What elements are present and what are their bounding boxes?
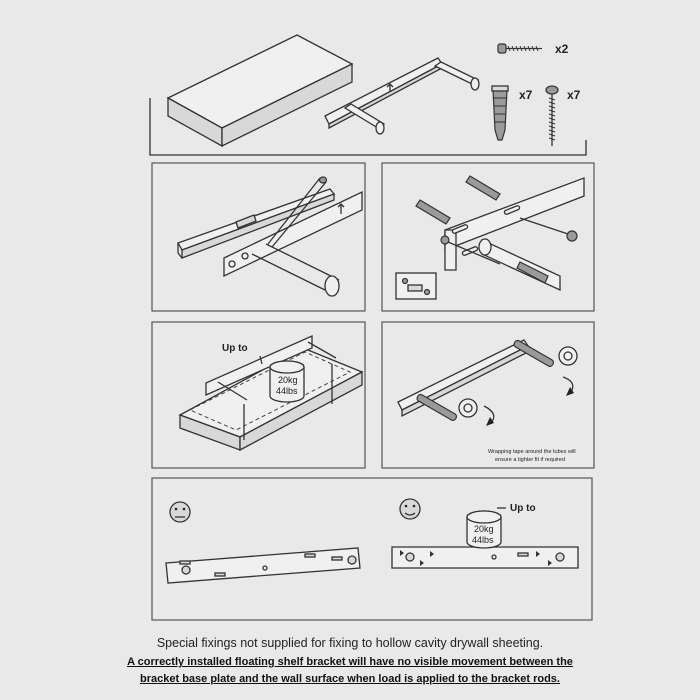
- installation-note-line2: bracket base plate and the wall surface when load is applied to the bracket rods.: [140, 673, 560, 685]
- fixings-note: Special fixings not supplied for fixing to hollow cavity drywall sheeting.: [156, 636, 544, 650]
- sad-face-icon: [170, 502, 190, 522]
- weight-kg-label: 20kg: [278, 375, 298, 385]
- shelf-board: [168, 35, 352, 146]
- small-screw-icon: [498, 44, 542, 53]
- installation-note-line1: A correctly installed floating shelf bracket will have no visible movement between the: [127, 656, 573, 668]
- pre-drilled-bracket-detail: [396, 273, 436, 299]
- weight-lbs-label: 44lbs: [276, 386, 298, 396]
- check-up-to-label: Up to: [510, 503, 536, 514]
- screw-icon: [546, 86, 558, 146]
- wall-plug-qty: x7: [519, 88, 533, 102]
- footer-notes: [0, 636, 700, 688]
- wall-plug-icon: [492, 86, 508, 140]
- tape-note-line2: ensure a tighter fit if required: [495, 457, 566, 463]
- small-screw-qty: x2: [555, 42, 569, 56]
- screw-qty: x7: [567, 88, 581, 102]
- tape-note-line1: Wrapping tape around the tubes will: [488, 449, 576, 455]
- up-to-label: Up to: [222, 343, 248, 354]
- check-weight-lbs-label: 44lbs: [472, 535, 494, 545]
- bracket-front-correct: [392, 547, 578, 568]
- check-weight-kg-label: 20kg: [474, 524, 494, 534]
- happy-face-icon: [400, 499, 420, 519]
